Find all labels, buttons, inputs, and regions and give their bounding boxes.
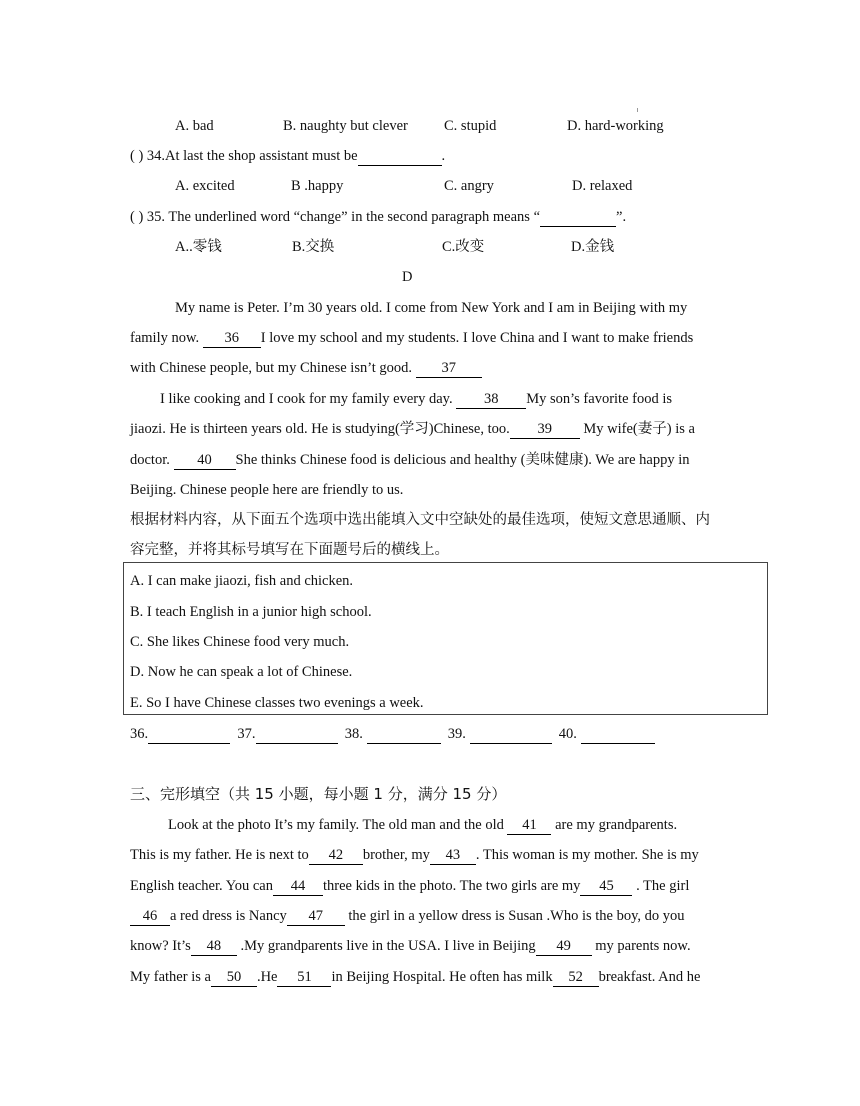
q33-option-d: D. hard-working — [567, 118, 664, 134]
q35-option-b: B.交换 — [292, 239, 335, 255]
q35-suffix: ”. — [616, 209, 627, 225]
blank-49: 49 — [536, 937, 592, 956]
text: a red dress is Nancy — [170, 908, 287, 924]
passage-d-label: D — [402, 269, 413, 285]
answer-blank-40[interactable] — [581, 725, 655, 744]
answer-label-40: 40. — [558, 726, 577, 742]
text: the girl in a yellow dress is Susan .Who is the boy, do you — [348, 908, 685, 924]
answer-blank-39[interactable] — [470, 725, 552, 744]
text: .He — [256, 969, 278, 985]
blank-37: 37 — [416, 359, 482, 378]
text: my parents now. — [595, 938, 691, 954]
q33-option-c: C. stupid — [444, 118, 497, 134]
text: . The girl — [636, 878, 690, 894]
blank-51: 51 — [277, 968, 331, 987]
text: know? It’s — [130, 938, 191, 954]
text: Look at the photo It’s my family. The old man and the old — [168, 817, 504, 833]
q35-blank — [540, 208, 616, 227]
blank-47: 47 — [287, 907, 345, 926]
text: . This woman is my mother. She is my — [475, 847, 699, 863]
passage-d-line-1: My name is Peter. I’m 30 years old. I come from New York and I am in Beijing with my — [175, 300, 688, 316]
cloze-line-4 — [130, 906, 732, 926]
q34-option-c: C. angry — [444, 178, 494, 194]
instruction-line-1: 根据材料内容，从下面五个选项中选出能填入文中空缺处的最佳选项，使短文意思通顺、内 — [130, 512, 710, 528]
q35-option-c: C.改变 — [442, 239, 485, 255]
question-34 — [130, 146, 445, 166]
passage-d-line-6 — [130, 450, 732, 470]
text: This is my father. He is next to — [130, 847, 309, 863]
answer-label-37: 37. — [237, 726, 256, 742]
option-d: D. Now he can speak a lot of Chinese. — [130, 664, 353, 680]
text: jiaozi. He is thirteen years old. He is studying(学习)Chinese, too. — [130, 421, 510, 437]
text: breakfast. And he — [598, 969, 701, 985]
text: English teacher. You can — [130, 878, 273, 894]
section-3-heading: 三、完形填空（共 15 小题，每小题 1 分，满分 15 分） — [130, 785, 507, 803]
text: are my grandparents. — [555, 817, 678, 833]
text: My son’s favorite food is — [526, 391, 673, 407]
instruction-line-2: 容完整，并将其标号填写在下面题号后的横线上。 — [130, 542, 449, 558]
q35-option-a: A..零钱 — [175, 239, 222, 255]
q35-stem: ( ) 35. The underlined word “change” in the second paragraph means “ — [130, 209, 541, 225]
answer-label-39: 39. — [447, 726, 466, 742]
text: in Beijing Hospital. He often has milk — [331, 969, 553, 985]
blank-40: 40 — [174, 451, 236, 470]
blank-39: 39 — [510, 420, 580, 439]
answer-line — [130, 724, 655, 744]
q34-suffix: . — [441, 148, 446, 164]
blank-36: 36 — [203, 329, 261, 348]
text: with Chinese people, but my Chinese isn’t good. — [130, 360, 413, 376]
blank-48: 48 — [191, 937, 237, 956]
text: three kids in the photo. The two girls are my — [322, 878, 581, 894]
q34-option-b: B .happy — [291, 178, 344, 194]
q34-option-d: D. relaxed — [572, 178, 633, 194]
question-35 — [130, 207, 626, 227]
text: I like cooking and I cook for my family every day. — [160, 391, 453, 407]
text: My father is a — [130, 969, 211, 985]
blank-46: 46 — [130, 907, 170, 926]
q35-option-d: D.金钱 — [571, 239, 615, 255]
text: I love my school and my students. I love China and I want to make friends — [260, 330, 694, 346]
blank-44: 44 — [273, 877, 323, 896]
option-a: A. I can make jiaozi, fish and chicken. — [130, 573, 354, 589]
passage-d-line-4 — [160, 389, 732, 409]
passage-d-line-7: Beijing. Chinese people here are friendly to us. — [130, 482, 404, 498]
blank-52: 52 — [553, 968, 599, 987]
text: .My grandparents live in the USA. I live in Beijing — [240, 938, 536, 954]
q34-option-a: A. excited — [175, 178, 235, 194]
answer-blank-36[interactable] — [148, 725, 230, 744]
text: doctor. — [130, 452, 170, 468]
blank-45: 45 — [580, 877, 632, 896]
answer-label-38: 38. — [344, 726, 363, 742]
q34-blank — [358, 147, 442, 166]
passage-d-line-5 — [130, 419, 732, 439]
blank-41: 41 — [507, 816, 551, 835]
q33-option-b: B. naughty but clever — [283, 118, 408, 134]
answer-label-36: 36. — [130, 726, 149, 742]
answer-blank-37[interactable] — [256, 725, 338, 744]
cloze-line-3 — [130, 876, 732, 896]
blank-38: 38 — [456, 390, 526, 409]
blank-42: 42 — [309, 846, 363, 865]
passage-d-line-3 — [130, 358, 482, 378]
text: brother, my — [362, 847, 430, 863]
option-b: B. I teach English in a junior high school. — [130, 604, 372, 620]
blank-43: 43 — [430, 846, 476, 865]
q34-stem: ( ) 34.At last the shop assistant must be — [130, 148, 358, 164]
cloze-line-1 — [168, 815, 732, 835]
option-c: C. She likes Chinese food very much. — [130, 634, 350, 650]
stray-mark — [637, 108, 641, 112]
passage-d-line-2 — [130, 328, 732, 348]
answer-blank-38[interactable] — [367, 725, 441, 744]
text: She thinks Chinese food is delicious and healthy (美味健康). We are happy in — [235, 452, 690, 468]
text: My wife(妻子) is a — [583, 421, 695, 437]
cloze-line-5 — [130, 936, 732, 956]
blank-50: 50 — [211, 968, 257, 987]
text: family now. — [130, 330, 200, 346]
cloze-line-2 — [130, 845, 732, 865]
cloze-line-6 — [130, 967, 732, 987]
option-e: E. So I have Chinese classes two evenings a week. — [130, 695, 424, 711]
q33-option-a: A. bad — [175, 118, 214, 134]
